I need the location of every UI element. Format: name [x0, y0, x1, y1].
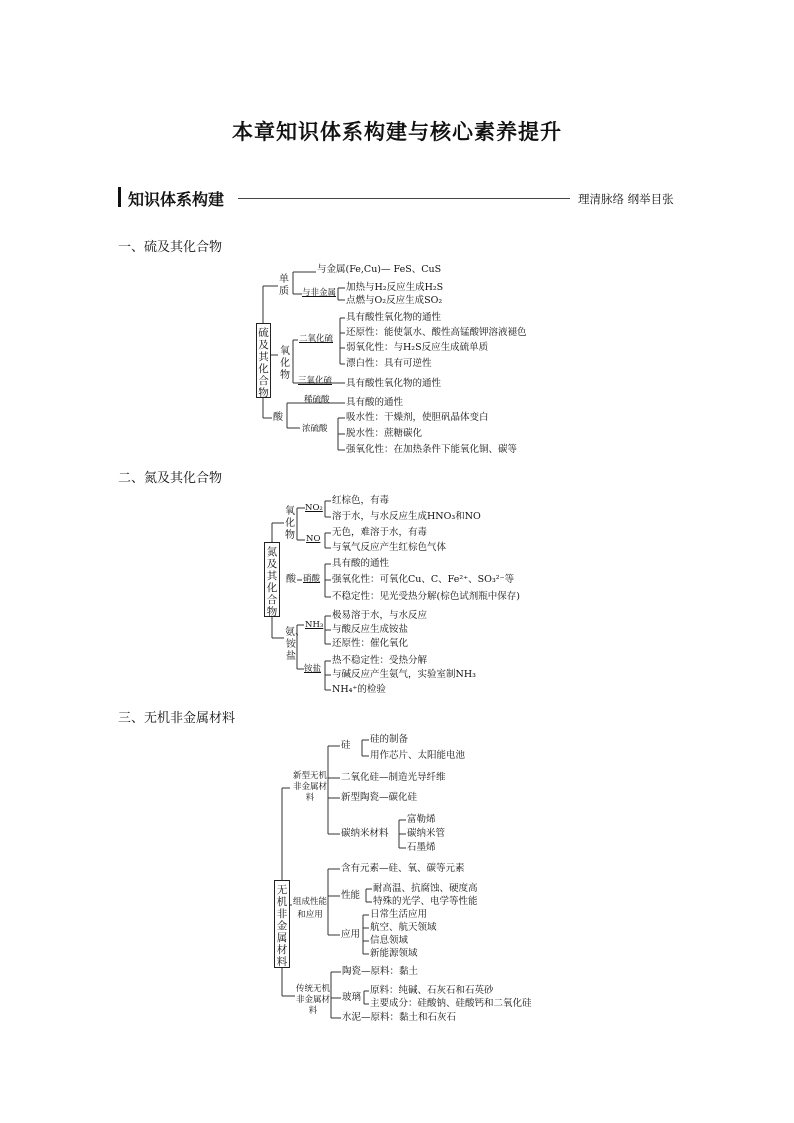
leaf-nh3-soluble: 极易溶于水，与水反应	[332, 610, 428, 621]
node-application: 应用	[341, 929, 361, 940]
leaf-nanotube: 碳纳米管	[407, 828, 446, 839]
leaf-water-absorbing: 吸水性：干燥剂，使胆矾晶体变白	[346, 412, 489, 423]
node-n-acid: 酸	[286, 574, 296, 585]
node-performance: 性能	[341, 890, 361, 901]
node-hno3: 硝酸	[303, 574, 321, 584]
leaf-salt-base: 与碱反应产生氨气，实验室制NH₃	[332, 669, 476, 680]
leaf-so2-reducing: 还原性：能使氯水、酸性高锰酸钾溶液褪色	[346, 327, 527, 338]
node-no: NO	[306, 534, 321, 544]
leaf-h2-reaction: 加热与H₂反应生成H₂S	[346, 282, 444, 293]
node-ammonia-salt: 氨、铵盐	[285, 627, 305, 662]
node-composition: 组成性能和应用	[292, 897, 327, 920]
node-carbon-nano: 碳纳米材料	[341, 828, 389, 839]
node-dilute-acid: 稀硫酸	[304, 395, 330, 405]
leaf-aerospace: 航空、航天领域	[370, 922, 437, 933]
heading-nitrogen: 二、氮及其化合物	[118, 471, 223, 486]
leaf-silicon-prep: 硅的制备	[370, 734, 409, 745]
leaf-dehydrating: 脱水性：蔗糖碳化	[346, 428, 423, 439]
node-nonmetal: 与非金属	[302, 288, 337, 298]
node-glass: 玻璃	[342, 992, 362, 1003]
leaf-nh3-reducing: 还原性：催化氧化	[332, 638, 409, 649]
leaf-dilute-acid: 具有酸的通性	[346, 397, 404, 408]
leaf-fullerene: 富勒烯	[407, 814, 436, 825]
node-oxide: 氧化物	[280, 346, 290, 381]
page-title: 本章知识体系构建与核心素养提升	[232, 120, 562, 144]
node-so3: 三氧化硫	[298, 376, 333, 386]
node-material-root: 无机非金属材料	[274, 880, 290, 968]
leaf-silicon-use: 用作芯片、太阳能电池	[370, 750, 466, 761]
node-new-material: 新型无机非金属材料	[292, 771, 327, 803]
leaf-salt-unstable: 热不稳定性：受热分解	[332, 655, 428, 666]
leaf-glass-raw: 原料：纯碱、石灰石和石英砂	[370, 985, 494, 996]
node-n-oxide: 氧化物	[285, 506, 295, 541]
leaf-ceramics: 陶瓷—原料：黏土	[342, 966, 419, 977]
leaf-hno3-acid: 具有酸的通性	[332, 558, 390, 569]
leaf-no-oxygen: 与氧气反应产生红棕色气体	[332, 542, 447, 553]
leaf-elements: 含有元素—硅、氧、碳等元素	[341, 863, 465, 874]
node-so2: 二氧化硫	[299, 334, 334, 344]
leaf-information: 信息领域	[370, 935, 409, 946]
node-nitrogen-root: 氮及其化合物	[264, 542, 280, 617]
leaf-silicon-dioxide: 二氧化硅—制造光导纤维	[341, 772, 446, 783]
leaf-so2-acidic: 具有酸性氧化物的通性	[346, 312, 442, 323]
leaf-cement: 水泥—原料：黏土和石灰石	[342, 1012, 457, 1023]
leaf-metal-reaction: 与金属(Fe,Cu)— FeS、CuS	[317, 264, 442, 275]
leaf-new-ceramic: 新型陶瓷—碳化硅	[341, 792, 418, 803]
leaf-so3-acidic: 具有酸性氧化物的通性	[346, 378, 442, 389]
leaf-glass-main: 主要成分：硅酸钠、硅酸钙和二氧化硅	[370, 998, 532, 1009]
node-ammonium-salt: 铵盐	[304, 664, 322, 674]
leaf-no-color: 无色，难溶于水，有毒	[332, 527, 428, 538]
heading-materials: 三、无机非金属材料	[118, 711, 236, 726]
node-simple-substance: 单质	[279, 274, 289, 297]
node-sulfur-root: 硫及其化合物	[256, 323, 271, 398]
leaf-optical: 特殊的光学、电学等性能	[373, 896, 478, 907]
section-title: 知识体系构建	[128, 190, 225, 209]
node-traditional-material: 传统无机非金属材料	[295, 984, 330, 1016]
leaf-heat-resistant: 耐高温、抗腐蚀、硬度高	[373, 883, 478, 894]
node-no2: NO₂	[305, 503, 323, 513]
leaf-nh3-acid: 与酸反应生成铵盐	[332, 624, 409, 635]
leaf-so2-bleaching: 漂白性：具有可逆性	[346, 358, 432, 369]
leaf-so2-oxidizing: 弱氧化性：与H₂S反应生成硫单质	[346, 342, 489, 353]
leaf-hno3-unstable: 不稳定性：见光受热分解(棕色试剂瓶中保存)	[332, 591, 520, 602]
node-conc-acid: 浓硫酸	[302, 424, 328, 434]
node-acid: 酸	[273, 412, 283, 423]
leaf-hno3-oxidizing: 强氧化性：可氧化Cu、C、Fe²⁺、SO₃²⁻等	[332, 574, 515, 585]
leaf-no2-color: 红棕色，有毒	[332, 495, 390, 506]
heading-sulfur: 一、硫及其化合物	[118, 240, 223, 255]
leaf-no2-water: 溶于水，与水反应生成HNO₃和NO	[332, 511, 481, 522]
node-nh3: NH₃	[305, 620, 324, 630]
leaf-graphene: 石墨烯	[407, 842, 436, 853]
node-silicon: 硅	[341, 740, 351, 751]
leaf-nh4-test: NH₄⁺的检验	[332, 684, 386, 695]
leaf-strong-oxidizing: 强氧化性：在加热条件下能氧化铜、碳等	[346, 444, 518, 455]
section-subtitle: 理清脉络 纲举目张	[578, 192, 674, 206]
leaf-o2-reaction: 点燃与O₂反应生成SO₂	[346, 295, 443, 306]
leaf-new-energy: 新能源领域	[370, 948, 418, 959]
leaf-daily-life: 日常生活应用	[370, 909, 428, 920]
